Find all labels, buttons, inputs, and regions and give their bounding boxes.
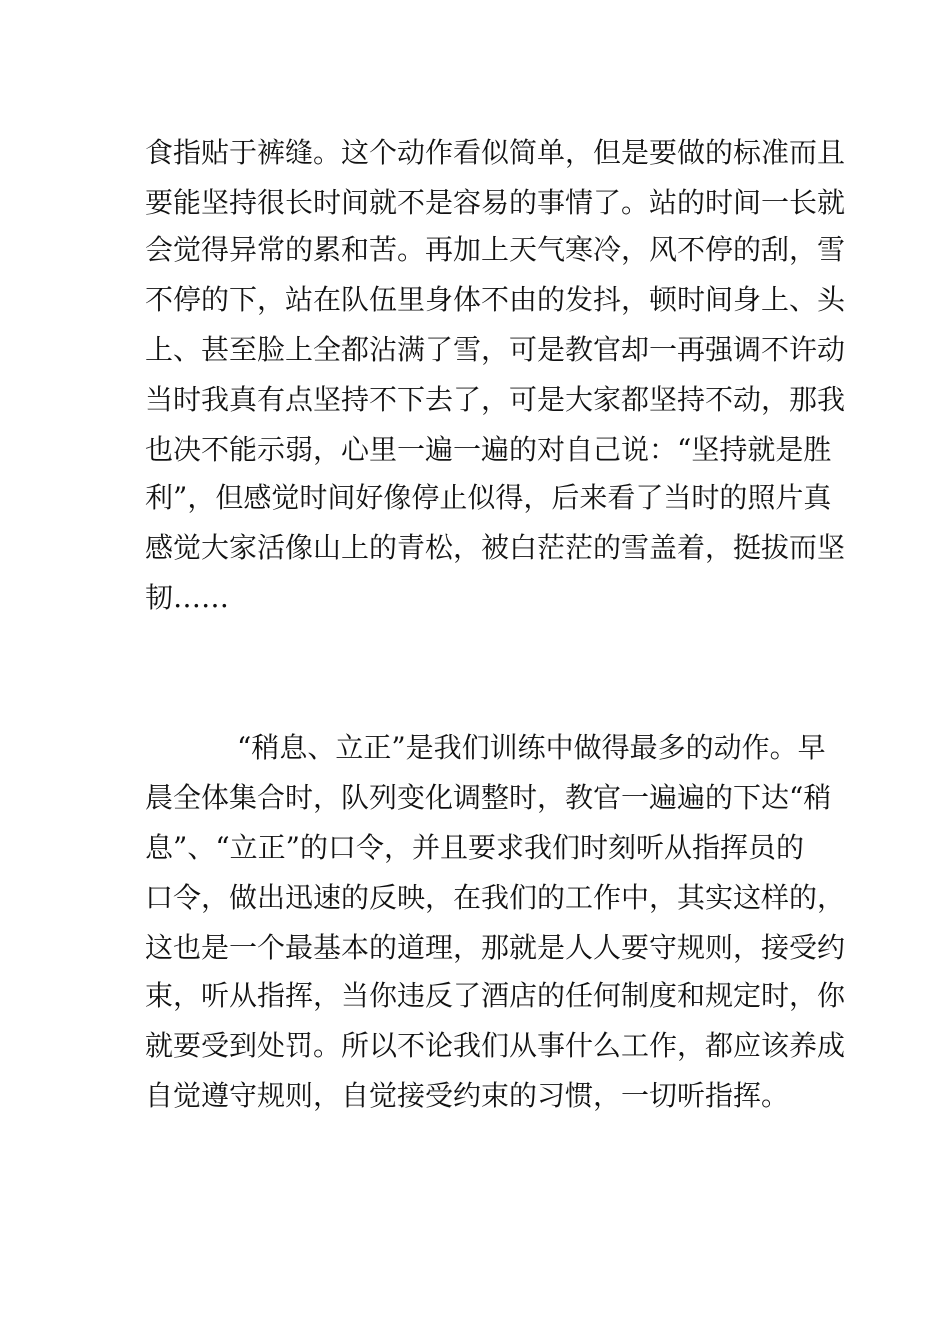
text-line: 也决不能示弱，心里一遍一遍的对自己说：“坚持就是胜 [145, 433, 832, 466]
text-line: 食指贴于裤缝。这个动作看似简单，但是要做的标准而且 [145, 136, 846, 169]
text-line: 会觉得异常的累和苦。再加上天气寒冷，风不停的刮，雪 [145, 233, 846, 266]
text-line: 束，听从指挥，当你违反了酒店的任何制度和规定时，你 [145, 979, 846, 1012]
text-line: 上、甚至脸上全都沾满了雪，可是教官却一再强调不许动 [145, 333, 846, 366]
text-line: 口令，做出迅速的反映，在我们的工作中，其实这样的， [145, 881, 846, 914]
text-line: 就要受到处罚。所以不论我们从事什么工作，都应该养成 [145, 1029, 846, 1062]
text-line: 自觉遵守规则，自觉接受约束的习惯，一切听指挥。 [145, 1079, 790, 1112]
text-line: 韧…… [145, 581, 230, 614]
text-line: 晨全体集合时，队列变化调整时，教官一遍遍的下达“稍 [145, 781, 832, 814]
text-line: 息”、“立正”的口令，并且要求我们时刻听从指挥员的 [145, 831, 804, 864]
text-line: 感觉大家活像山上的青松，被白茫茫的雪盖着，挺拔而坚 [145, 531, 846, 564]
text-line-indented [145, 728, 826, 768]
text-line: 这也是一个最基本的道理，那就是人人要守规则，接受约 [145, 931, 846, 964]
text-line: 不停的下，站在队伍里身体不由的发抖，顿时间身上、头 [145, 283, 846, 316]
text-line: 利”，但感觉时间好像停止似得，后来看了当时的照片真 [145, 481, 832, 514]
text-line: 要能坚持很长时间就不是容易的事情了。站的时间一长就 [145, 186, 846, 219]
text-line-content: “稍息、立正”是我们训练中做得最多的动作。早 [237, 731, 826, 764]
text-line: 当时我真有点坚持不下去了，可是大家都坚持不动，那我 [145, 383, 846, 416]
